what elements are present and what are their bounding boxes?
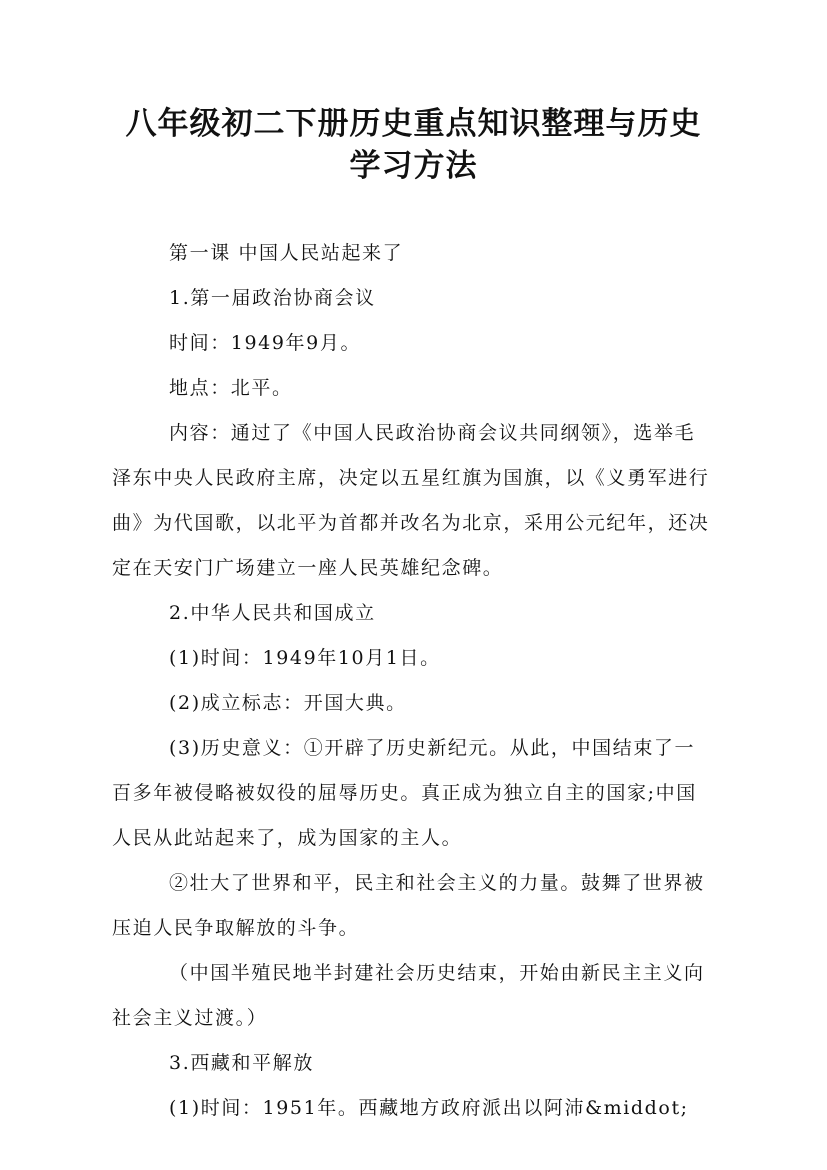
document-title-line-1: 八年级初二下册历史重点知识整理与历史 bbox=[125, 106, 702, 142]
lesson-heading: 第一课 中国人民站起来了 bbox=[169, 242, 404, 264]
section-heading-1: 1.第一届政治协商会议 bbox=[169, 287, 376, 309]
paragraph-founding-time: (1)时间：1949年10月1日。 bbox=[169, 647, 441, 669]
paragraph-significance-1: (3)历史意义：①开辟了历史新纪元。从此，中国结束了一百多年被侵略被奴役的屈辱历史。真正成为独立自主的国家;中国人民从此站起来了，成为国家的主人。 bbox=[112, 737, 697, 849]
paragraph-time: 时间：1949年9月。 bbox=[169, 332, 362, 354]
paragraph-significance-2: ②壮大了世界和平，民主和社会主义的力量。鼓舞了世界被压迫人民争取解放的斗争。 bbox=[112, 872, 705, 939]
section-heading-3: 3.西藏和平解放 bbox=[169, 1052, 314, 1074]
paragraph-note: （中国半殖民地半封建社会历史结束，开始由新民主主义向社会主义过渡。） bbox=[112, 962, 705, 1029]
document-title-line-2: 学习方法 bbox=[349, 148, 478, 184]
paragraph-content: 内容：通过了《中国人民政治协商会议共同纲领》，选举毛泽东中央人民政府主席，决定以五星红旗为国旗，以《义勇军进行曲》为代国歌，以北平为首都并改名为北京，采用公元纪年，还决定在天安门广场建立一座人民英雄纪念碑。 bbox=[112, 422, 710, 579]
paragraph-place: 地点：北平。 bbox=[169, 377, 293, 399]
section-heading-2: 2.中华人民共和国成立 bbox=[169, 602, 376, 624]
paragraph-founding-mark: (2)成立标志：开国大典。 bbox=[169, 692, 407, 714]
document-body bbox=[112, 231, 712, 1131]
paragraph-tibet-time: (1)时间：1951年。西藏地方政府派出以阿沛&middot; bbox=[169, 1097, 689, 1119]
